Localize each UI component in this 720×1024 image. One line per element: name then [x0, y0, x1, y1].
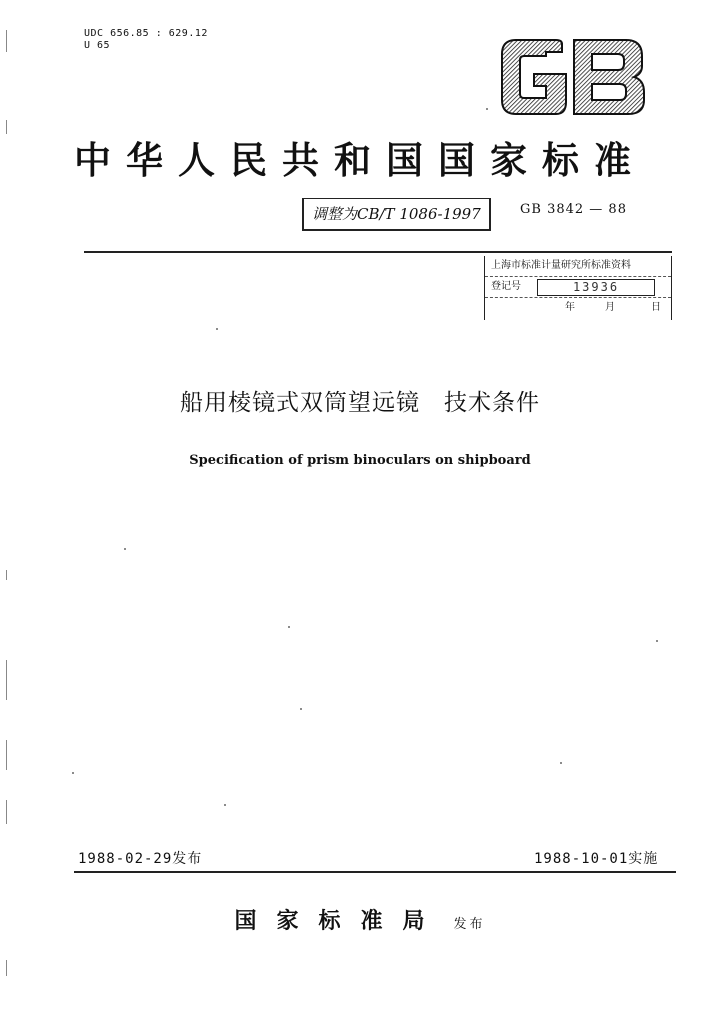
top-divider [84, 251, 672, 253]
national-standard-heading: 中华人民共和国国家标准 [74, 138, 646, 182]
document-title-en: Specification of prism binoculars on shipboard [189, 453, 531, 468]
udc-line: UDC 656.85 : 629.12 [84, 28, 208, 39]
scan-speck [224, 804, 226, 806]
document-title-cn: 船用棱镜式双筒望远镜 技术条件 [180, 390, 540, 416]
scan-speck [656, 640, 658, 642]
registration-year-label: 年 [565, 302, 575, 313]
registration-box [484, 256, 672, 320]
scan-speck [124, 548, 126, 550]
scan-edge-mark [6, 660, 7, 700]
scan-speck [560, 762, 562, 764]
registration-number-value: 13936 [537, 279, 655, 296]
udc-classification [84, 28, 208, 52]
publisher [0, 904, 720, 935]
adjustment-stamp: 调整为CB/T 1086-1997 [302, 198, 491, 231]
publisher-suffix: 发布 [453, 917, 486, 932]
scan-edge-mark [6, 800, 7, 824]
scan-edge-mark [6, 960, 7, 976]
scan-edge-mark [6, 570, 7, 580]
gb-standard-number: GB 3842 — 88 [520, 202, 627, 217]
registration-month-label: 月 [605, 302, 615, 313]
publisher-name: 国家标准局 [234, 908, 445, 934]
scan-speck [72, 772, 74, 774]
implementation-date: 1988-10-01实施 [534, 851, 659, 867]
scan-speck [300, 708, 302, 710]
registration-number-label: 登记号 [491, 281, 521, 292]
scan-speck [216, 328, 218, 330]
gb-logo-icon [498, 38, 648, 116]
scan-speck [288, 626, 290, 628]
scan-edge-mark [6, 30, 7, 52]
registration-institution: 上海市标准计量研究所标准资料 [491, 260, 631, 271]
scan-edge-mark [6, 120, 7, 134]
registration-date-row [485, 297, 671, 318]
bottom-divider [74, 871, 676, 873]
class-line: U 65 [84, 40, 111, 51]
scan-speck [486, 108, 488, 110]
registration-number-row [485, 276, 671, 297]
registration-day-label: 日 [651, 302, 661, 313]
issue-date: 1988-02-29发布 [78, 851, 203, 867]
scan-edge-mark [6, 740, 7, 770]
